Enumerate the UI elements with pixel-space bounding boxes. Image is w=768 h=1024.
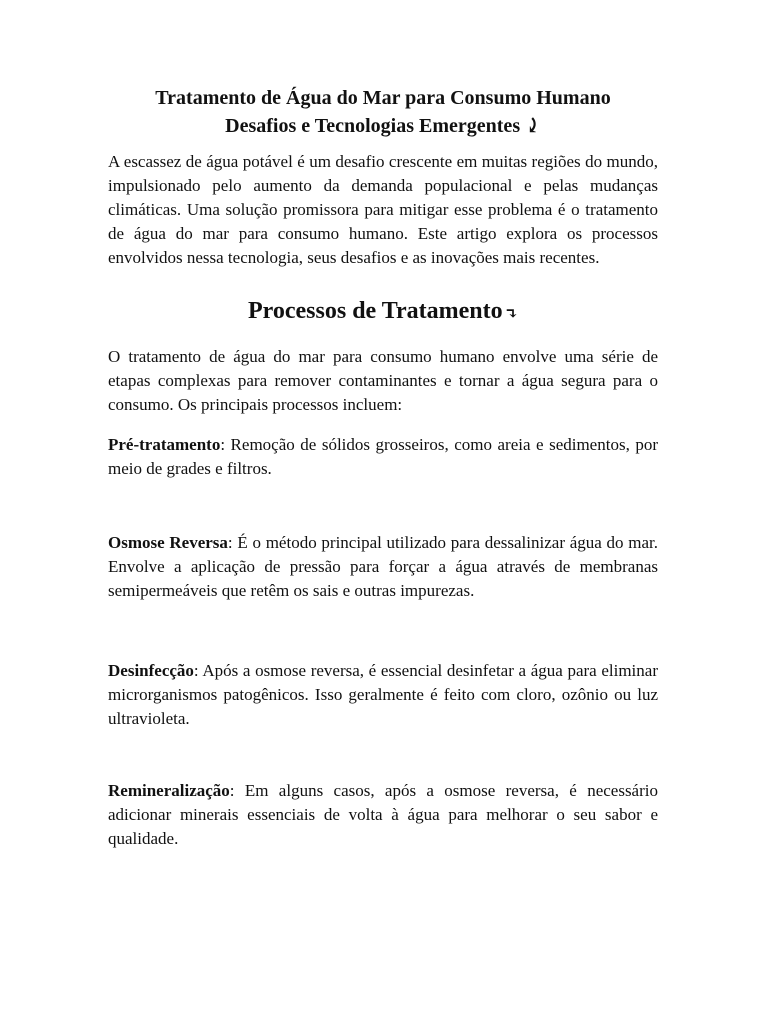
process-term-reverse-osmosis: Osmose Reversa <box>108 533 228 552</box>
process-item-reverse-osmosis <box>108 531 658 603</box>
process-item-pre-treatment <box>108 433 658 481</box>
document-page <box>108 84 658 851</box>
process-text-disinfection: : Após a osmose reversa, é essencial desinfetar a água para eliminar microrganismos patogênicos. Isso geralmente é feito com cloro, ozônio ou luz ultravioleta. <box>108 661 658 728</box>
spacer <box>108 481 658 531</box>
section-heading-text: Processos de Tratamento <box>247 298 503 324</box>
spacer <box>108 603 658 659</box>
section-mark: ↴ <box>504 306 519 323</box>
lead-paragraph: O tratamento de água do mar para consumo humano envolve uma série de etapas complexas para remover contaminantes e tornar a água segura para o consumo. Os principais processos incluem: <box>108 347 658 414</box>
process-text-remineralization: : Em alguns casos, após a osmose reversa, é necessário adicionar minerais essenciais de volta à água para melhorar o seu sabor e qualidade. <box>108 781 658 848</box>
process-item-disinfection <box>108 659 658 731</box>
intro-paragraph: A escassez de água potável é um desafio crescente em muitas regiões do mundo, impulsionado pelo aumento da demanda populacional e pelas mudanças climáticas. Uma solução promissora para mitigar esse problema é o tratamento de água do mar para consumo humano. Este artigo explora os processos envolvidos nessa tecnologia, seus desafios e as inovações mais recentes. <box>108 152 658 267</box>
process-term-remineralization: Remineralização <box>108 781 230 800</box>
title-line-1: Tratamento de Água do Mar para Consumo Humano <box>155 87 611 109</box>
title-line-2 <box>108 112 658 140</box>
process-term-disinfection: Desinfecção <box>108 661 194 680</box>
process-term-pre-treatment: Pré-tratamento <box>108 435 221 454</box>
document-title <box>108 84 658 140</box>
process-item-remineralization <box>108 779 658 851</box>
title-line-2-text: Desafios e Tecnologias Emergentes <box>225 115 521 137</box>
title-mark: ⤸ <box>524 115 541 137</box>
process-text-pre-treatment: : Remoção de sólidos grosseiros, como areia e sedimentos, por meio de grades e filtros. <box>108 435 658 478</box>
process-text-reverse-osmosis: : É o método principal utilizado para dessalinizar água do mar. Envolve a aplicação de pressão para forçar a água através de membranas semipermeáveis que retêm os sais e outras impurezas. <box>108 533 658 600</box>
section-heading <box>108 296 658 329</box>
spacer <box>108 731 658 779</box>
